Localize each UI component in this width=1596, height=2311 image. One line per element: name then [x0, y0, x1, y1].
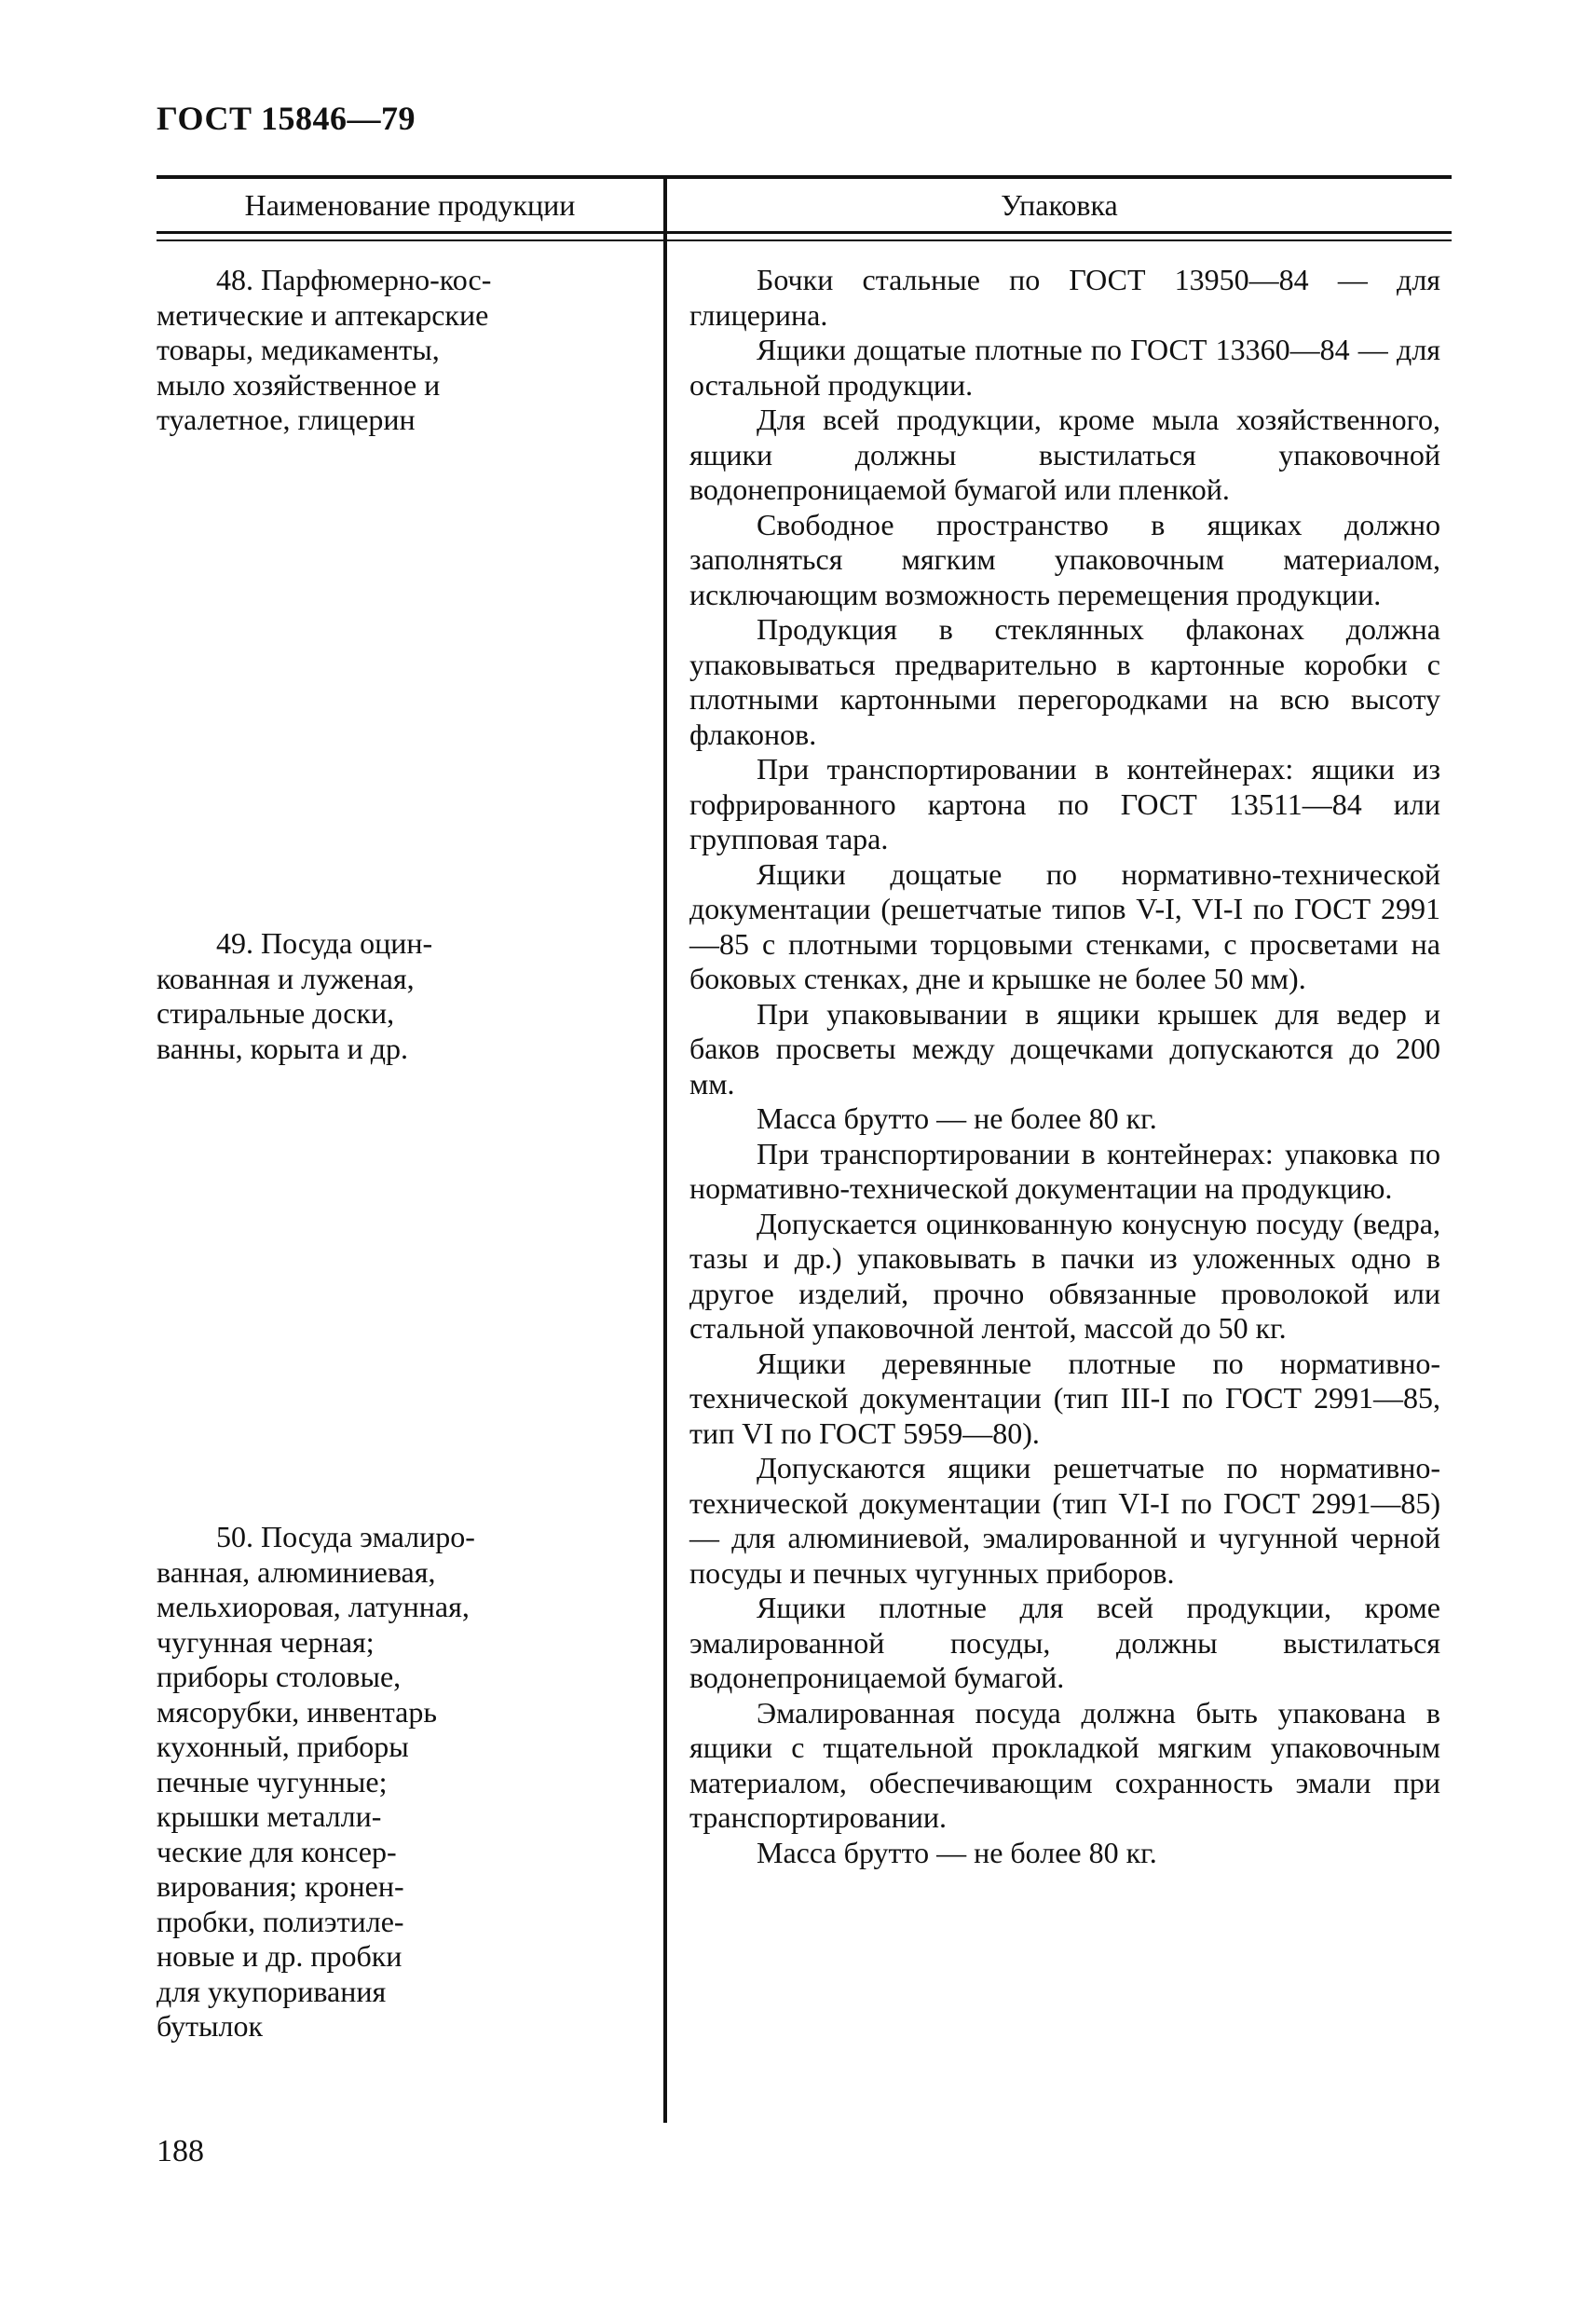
packaging-paragraph: Ящики деревянные плотные по нормативно-технической документации (тип III-I по ГОСТ 2991—85, тип VI по ГОСТ 5959—80).: [689, 1346, 1440, 1450]
column-header-product: Наименование продукции: [244, 188, 576, 222]
page-number: 188: [157, 2134, 204, 2168]
product-line: печные чугунные;: [157, 1764, 388, 1798]
product-line: вирования; кронен-: [157, 1869, 404, 1903]
packaging-paragraph: Свободное пространство в ящиках должно заполняться мягким упаковочным материалом, исключающим возможность перемещения продукции.: [689, 507, 1440, 611]
packaging-paragraph: При упаковывании в ящики крышек для ведер и баков просветы между дощечками допускаются до 200 мм.: [689, 996, 1440, 1101]
table-top-rule: [157, 175, 1452, 179]
packaging-paragraph: Масса брутто — не более 80 кг.: [757, 1101, 1157, 1135]
packaging-paragraph: Ящики дощатые по нормативно-технической документации (решетчатые типов V-I, VI-I по ГОСТ 2991—85 с плотными торцовыми стенками, с просветами на боковых стенках, дне и крышке не более 50 мм).: [689, 856, 1440, 995]
packaging-paragraph: Продукция в стеклянных флаконах должна упаковываться предварительно в картонные коробки с плотными картонными перегородками на всю высоту флаконов.: [689, 612, 1440, 751]
product-line: мельхиоровая, латунная,: [157, 1590, 470, 1623]
product-line: 48. Парфюмерно-кос-: [216, 263, 492, 296]
product-line: крышки металли-: [157, 1799, 382, 1833]
product-line: 50. Посуда эмалиро-: [216, 1520, 475, 1553]
product-line: для укупоривания: [157, 1974, 387, 2008]
packaging-table: [157, 175, 1452, 2123]
product-line: кованная и луженая,: [157, 961, 415, 995]
product-line: чугунная черная;: [157, 1624, 375, 1659]
product-line: бутылок: [157, 2009, 264, 2043]
packaging-paragraph: При транспортировании в контейнерах: упаковка по нормативно-технической документации на продукцию.: [689, 1136, 1440, 1205]
column-divider: [663, 175, 667, 2123]
column-header-packaging: Упаковка: [1001, 188, 1118, 222]
product-line: мыло хозяйственное и: [157, 367, 441, 402]
product-line: ванны, корыта и др.: [157, 1031, 409, 1065]
product-line: ческие для консер-: [157, 1834, 397, 1868]
packaging-paragraph: Ящики дощатые плотные по ГОСТ 13360—84 — для остальной продукции.: [689, 333, 1440, 402]
product-line: туалетное, глицерин: [157, 403, 416, 436]
packaging-paragraph: Эмалированная посуда должна быть упакована в ящики с тщательной прокладкой мягким упаковочным материалом, обеспечивающим сохранность эмали при транспортировании.: [689, 1695, 1440, 1834]
packaging-column: [689, 263, 1440, 1870]
packaging-paragraph: Масса брутто — не более 80 кг.: [757, 1835, 1157, 1869]
packaging-paragraph: При транспортировании в контейнерах: ящики из гофрированного картона по ГОСТ 13511—84 или групповая тара.: [689, 752, 1440, 855]
product-line: 49. Посуда оцин-: [216, 926, 433, 960]
product-line: приборы столовые,: [157, 1660, 402, 1693]
product-line: стиральные доски,: [157, 996, 395, 1030]
page-header: ГОСТ 15846—79: [157, 100, 416, 137]
product-line: пробки, полиэтиле-: [157, 1904, 404, 1938]
product-48: [157, 263, 641, 438]
product-line: новые и др. пробки: [157, 1939, 402, 1973]
product-49: [157, 926, 641, 1066]
product-line: мясорубки, инвентарь: [157, 1694, 437, 1729]
header-rule: [157, 231, 1452, 234]
packaging-paragraph: Допускается оцинкованную конусную посуду (ведра, тазы и др.) упаковывать в пачки из уложенных одно в другое изделий, прочно обвязанные проволокой или стальной упаковочной лентой, массой до 50 кг.: [689, 1206, 1440, 1345]
packaging-paragraph: Для всей продукции, кроме мыла хозяйственного, ящики должны выстилаться упаковочной водонепроницаемой бумагой или пленкой.: [689, 403, 1440, 506]
packaging-paragraph: Бочки стальные по ГОСТ 13950—84 — для глицерина.: [689, 263, 1440, 332]
product-line: метические и аптекарские: [157, 297, 489, 332]
product-line: ванная, алюминиевая,: [157, 1554, 436, 1589]
packaging-paragraph: Ящики плотные для всей продукции, кроме эмалированной посуды, должны выстилаться водонепроницаемой бумагой.: [689, 1591, 1440, 1694]
product-50: [157, 1520, 641, 2044]
packaging-paragraph: Допускаются ящики решетчатые по нормативно-технической документации (тип VI-I по ГОСТ 2991—85) — для алюминиевой, эмалированной и чугунной черной посуды и печных чугунных приборов.: [689, 1451, 1440, 1590]
header-rule-double: [157, 239, 1452, 241]
product-line: кухонный, приборы: [157, 1730, 409, 1763]
product-line: товары, медикаменты,: [157, 333, 440, 366]
